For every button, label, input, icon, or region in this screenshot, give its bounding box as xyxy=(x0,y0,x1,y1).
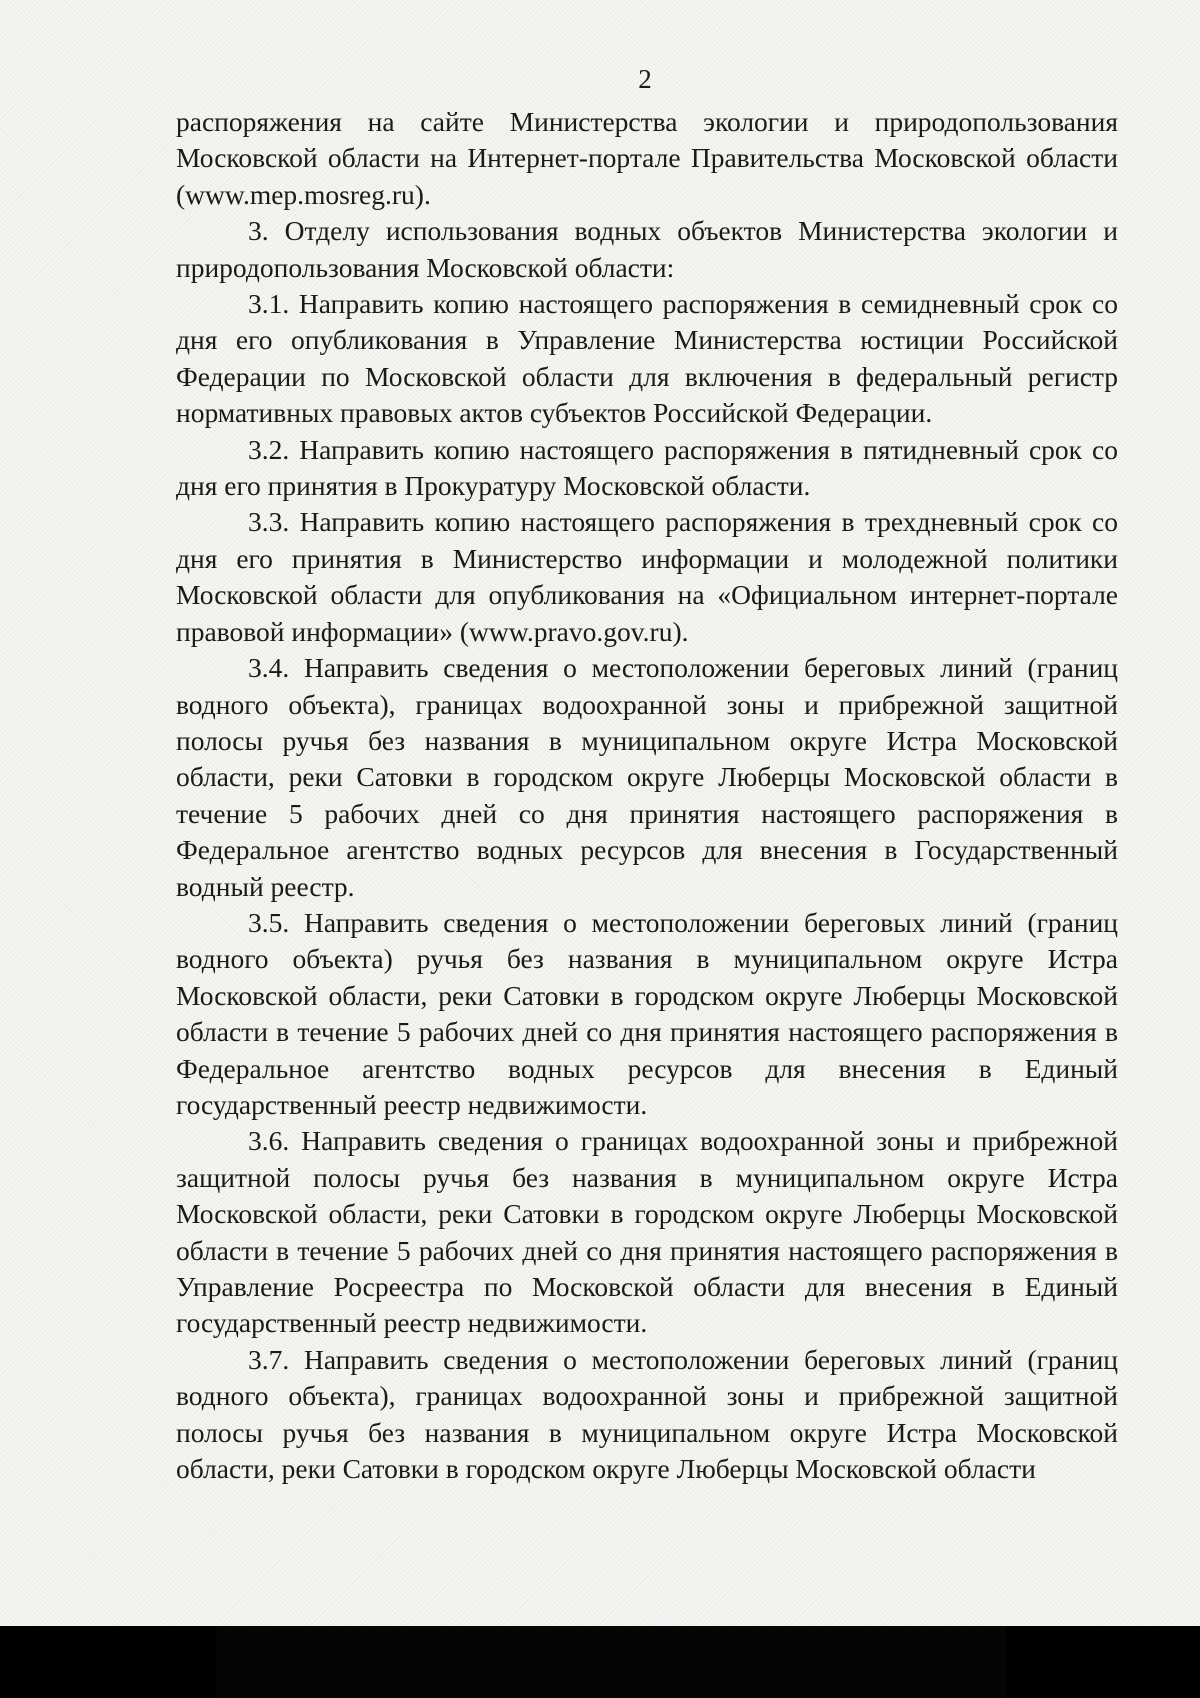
document-body xyxy=(176,104,1118,1487)
paragraph-continuation: распоряжения на сайте Министерства экологии и природопользования Московской области на Интернет-портале Правительства Московской области (www.mep.mosreg.ru). xyxy=(176,106,1118,210)
paragraph-3-2: 3.2. Направить копию настоящего распоряжения в пятидневный срок со дня его принятия в Прокуратуру Московской области. xyxy=(176,433,1118,502)
page-number: 2 xyxy=(638,64,652,94)
scan-bottom-band-inner xyxy=(216,1626,1006,1698)
paragraph-3-4: 3.4. Направить сведения о местоположении береговых линий (границ водного объекта), границах водоохранной зоны и прибрежной защитной полосы ручья без названия в муниципальном округе Истра Московской области, реки Сатовки в городском округе Люберцы Московской области в течение 5 рабочих дней со дня принятия настоящего распоряжения в Федеральное агентство водных ресурсов для внесения в Государственный водный реестр. xyxy=(176,652,1118,902)
paragraph-3-5: 3.5. Направить сведения о местоположении береговых линий (границ водного объекта) ручья без названия в муниципальном округе Истра Московской области, реки Сатовки в городском округе Люберцы Московской области в течение 5 рабочих дней со дня принятия настоящего распоряжения в Федеральное агентство водных ресурсов для внесения в Единый государственный реестр недвижимости. xyxy=(176,906,1118,1120)
paragraph-3-6: 3.6. Направить сведения о границах водоохранной зоны и прибрежной защитной полосы ручья без названия в муниципальном округе Истра Московской области, реки Сатовки в городском округе Люберцы Московской области в течение 5 рабочих дней со дня принятия настоящего распоряжения в Управление Росреестра по Московской области для внесения в Единый государственный реестр недвижимости. xyxy=(176,1125,1118,1339)
paragraph-3-7: 3.7. Направить сведения о местоположении береговых линий (границ водного объекта), границах водоохранной зоны и прибрежной защитной полосы ручья без названия в муниципальном округе Истра Московской области, реки Сатовки в городском округе Люберцы Московской области xyxy=(176,1343,1118,1485)
paragraph-3-1: 3.1. Направить копию настоящего распоряжения в семидневный срок со дня его опубликования в Управление Министерства юстиции Российской Федерации по Московской области для включения в федеральный регистр нормативных правовых актов субъектов Российской Федерации. xyxy=(176,288,1118,429)
paragraph-3: 3. Отделу использования водных объектов Министерства экологии и природопользования Московской области: xyxy=(176,215,1118,283)
paragraph-3-3: 3.3. Направить копию настоящего распоряжения в трехдневный срок со дня его принятия в Министерство информации и молодежной политики Московской области для опубликования на «Официальном интернет-портале правовой информации» (www.pravo.gov.ru). xyxy=(176,506,1118,647)
